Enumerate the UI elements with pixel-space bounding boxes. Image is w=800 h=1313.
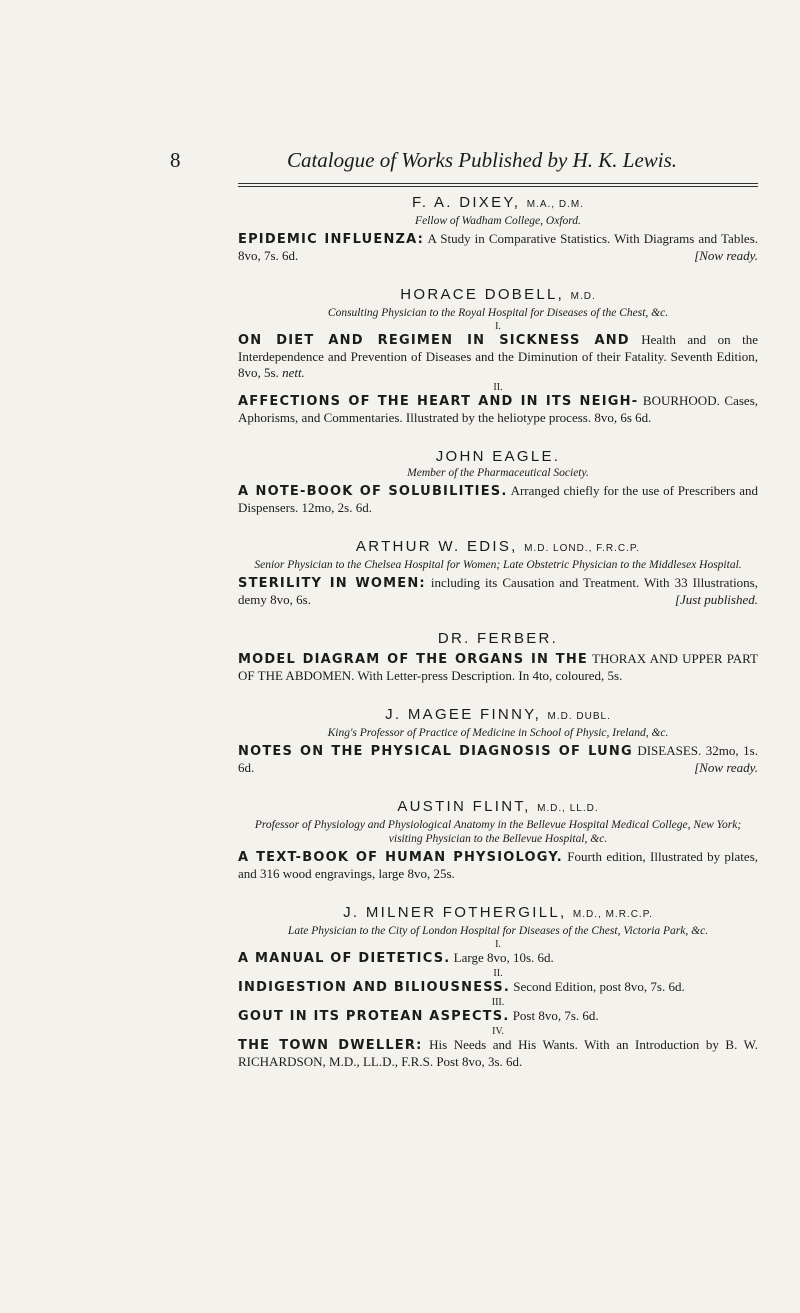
author-name-text: JOHN EAGLE.	[435, 448, 561, 465]
book-numeral: IV.	[492, 1026, 504, 1037]
author-affiliation: Member of the Pharmaceutical Society.	[407, 467, 589, 479]
book-listing	[238, 743, 758, 776]
book-listing	[238, 950, 758, 967]
author-degrees: M.D., LL.D.	[537, 803, 599, 814]
book-description: Post 8vo, 7s. 6d.	[509, 1008, 599, 1023]
author-affiliation: Consulting Physician to the Royal Hospital for Diseases of the Chest, &c.	[327, 307, 669, 319]
book-listing	[238, 393, 758, 426]
author-affiliation: Senior Physician to the Chelsea Hospital for Women; Late Obstetric Physician to the Middlesex Hospital.	[254, 559, 742, 571]
book-title: STERILITY IN WOMEN:	[238, 576, 426, 591]
book-description: BOURHOOD. Cases, Aphorisms, and Commentaries. Illustrated by the heliotype process. 8vo, 6s 6d.	[238, 393, 759, 425]
book-numeral: I.	[495, 939, 501, 950]
author-affiliation: Professor of Physiology and Physiological Anatomy in the Bellevue Hospital Medical College, New York; visiting Physician to the Bellevue Hospital, &c.	[254, 819, 742, 845]
book-title: THE TOWN DWELLER:	[238, 1038, 423, 1053]
author-entry	[238, 538, 758, 608]
author-entry	[238, 194, 758, 264]
book-numeral: II.	[493, 382, 503, 393]
author-name-text: ARTHUR W. EDIS,	[355, 538, 518, 555]
book-title: NOTES ON THE PHYSICAL DIAGNOSIS OF LUNG	[238, 744, 633, 759]
catalogue-entries	[238, 194, 758, 1092]
author-affiliation: King's Professor of Practice of Medicine in School of Physic, Ireland, &c.	[327, 727, 669, 739]
book-numeral: II.	[493, 968, 503, 979]
publication-status: [Just published.	[674, 592, 758, 607]
author-name	[238, 630, 758, 648]
book-listing	[238, 575, 758, 608]
book-title: A TEXT-BOOK OF HUMAN PHYSIOLOGY.	[238, 850, 563, 865]
book-title: EPIDEMIC INFLUENZA:	[238, 232, 425, 247]
book-title: INDIGESTION AND BILIOUSNESS.	[238, 980, 510, 995]
publication-status: [Now ready.	[694, 760, 758, 775]
author-name	[238, 286, 758, 306]
book-title: AFFECTIONS OF THE HEART AND IN ITS NEIGH-	[238, 394, 639, 409]
author-entry	[238, 706, 758, 776]
book-title: ON DIET AND REGIMEN IN SICKNESS AND	[238, 333, 630, 348]
author-name-text: AUSTIN FLINT,	[397, 798, 531, 815]
book-description: Second Edition, post 8vo, 7s. 6d.	[509, 979, 685, 994]
author-name	[238, 904, 758, 924]
book-listing	[238, 979, 758, 996]
author-name-text: J. MAGEE FINNY,	[385, 706, 542, 723]
book-numeral: I.	[495, 321, 501, 332]
author-entry	[238, 798, 758, 882]
author-affiliation: Late Physician to the City of London Hospital for Diseases of the Chest, Victoria Park, &c.	[287, 925, 709, 937]
book-listing	[238, 483, 758, 516]
book-description: A Study in Comparative Statistics. With Diagrams and Tables. 8vo, 7s. 6d.	[238, 231, 759, 263]
book-numeral: III.	[491, 997, 505, 1008]
author-name	[238, 538, 758, 558]
author-entry	[238, 448, 758, 516]
book-description: THORAX AND UPPER PART OF THE ABDOMEN. With Letter-press Description. In 4to, coloured, 5s.	[238, 651, 758, 683]
author-entry	[238, 286, 758, 426]
publication-status: [Now ready.	[694, 248, 758, 263]
author-degrees: M.D. DUBL.	[547, 711, 611, 722]
author-name	[238, 706, 758, 726]
book-listing	[238, 231, 758, 264]
author-name-text: J. MILNER FOTHERGILL,	[343, 904, 567, 921]
author-degrees: M.D.	[570, 291, 596, 302]
book-title: MODEL DIAGRAM OF THE ORGANS IN THE	[238, 652, 589, 667]
book-title: GOUT IN ITS PROTEAN ASPECTS.	[238, 1009, 510, 1024]
author-degrees: M.A., D.M.	[526, 199, 584, 210]
price-note: nett.	[278, 365, 305, 380]
author-entry	[238, 630, 758, 684]
author-entry	[238, 904, 758, 1070]
header-rule-double	[238, 186, 758, 187]
book-description: Arranged chiefly for the use of Prescribers and Dispensers. 12mo, 2s. 6d.	[238, 483, 759, 515]
book-description: His Needs and His Wants. With an Introduction by B. W. RICHARDSON, M.D., LL.D., F.R.S. Post 8vo, 3s. 6d.	[238, 1037, 758, 1069]
page-number: 8	[170, 148, 181, 172]
author-name-text: F. A. DIXEY,	[412, 194, 521, 211]
author-degrees: M.D. LOND., F.R.C.P.	[524, 543, 641, 554]
book-title: A MANUAL OF DIETETICS.	[238, 951, 451, 966]
author-name-text: HORACE DOBELL,	[400, 286, 565, 303]
running-title: Catalogue of Works Published by H. K. Lewis.	[286, 148, 678, 172]
book-description: Fourth edition, Illustrated by plates, and 316 wood engravings, large 8vo, 25s.	[238, 849, 759, 881]
author-affiliation: Fellow of Wadham College, Oxford.	[415, 215, 581, 227]
author-name	[238, 448, 758, 466]
book-description: DISEASES. 32mo, 1s. 6d.	[238, 743, 758, 775]
book-title: A NOTE-BOOK OF SOLUBILITIES.	[238, 484, 508, 499]
author-name	[238, 798, 758, 818]
running-header	[0, 148, 800, 178]
book-listing	[238, 1008, 758, 1025]
book-description: including its Causation and Treatment. With 33 Illustrations, demy 8vo, 6s.	[238, 575, 758, 607]
header-rule	[238, 183, 758, 184]
book-listing	[238, 849, 758, 882]
author-name-text: DR. FERBER.	[437, 630, 559, 647]
author-degrees: M.D., M.R.C.P.	[572, 909, 653, 920]
book-listing	[238, 651, 758, 684]
book-description: Large 8vo, 10s. 6d.	[450, 950, 554, 965]
book-description: Health and on the Interdependence and Prevention of Diseases and the Diminution of their Fatality. Seventh Edition, 8vo, 5s.	[238, 332, 758, 380]
book-listing	[238, 1037, 758, 1070]
book-listing	[238, 332, 758, 381]
author-name	[238, 194, 758, 214]
